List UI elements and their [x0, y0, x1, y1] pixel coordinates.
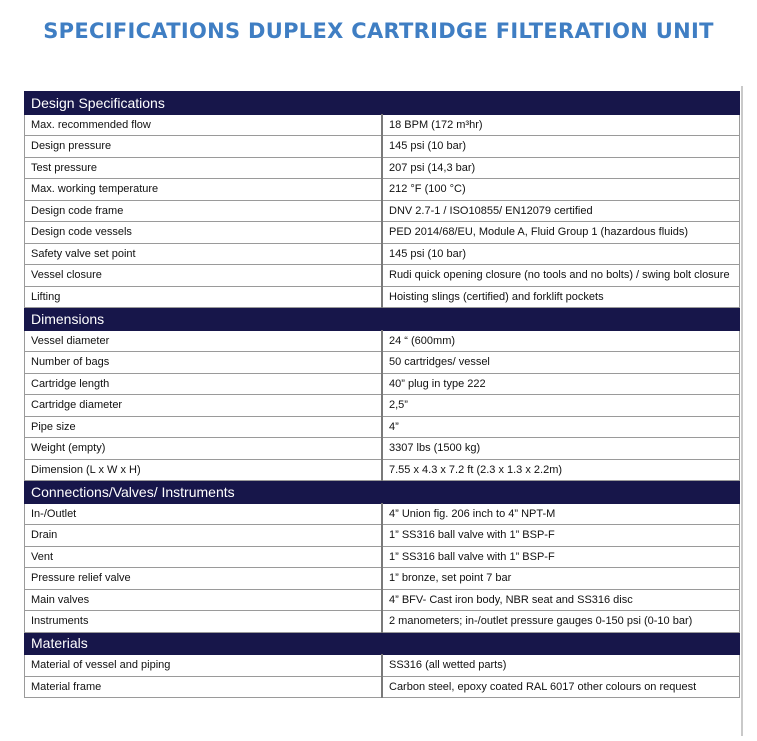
page-edge-shadow	[741, 86, 743, 736]
table-row	[25, 136, 740, 158]
table-row	[25, 265, 740, 287]
spec-value: SS316 (all wetted parts)	[382, 655, 740, 677]
spec-label: Vessel closure	[25, 265, 383, 287]
spec-label: Cartridge diameter	[25, 395, 383, 417]
spec-label: Pressure relief valve	[25, 568, 383, 590]
spec-value: DNV 2.7-1 / ISO10855/ EN12079 certified	[382, 200, 740, 222]
spec-value: 212 °F (100 °C)	[382, 179, 740, 201]
spec-label: In-/Outlet	[25, 503, 383, 525]
table-row	[25, 179, 740, 201]
spec-label: Design pressure	[25, 136, 383, 158]
spec-value: 1” SS316 ball valve with 1” BSP-F	[382, 525, 740, 547]
section-header-row	[25, 92, 740, 115]
spec-value: 1” SS316 ball valve with 1” BSP-F	[382, 546, 740, 568]
spec-value: 207 psi (14,3 bar)	[382, 157, 740, 179]
section-heading: Materials	[25, 632, 740, 655]
spec-label: Main valves	[25, 589, 383, 611]
table-row	[25, 546, 740, 568]
spec-label: Instruments	[25, 611, 383, 633]
spec-value: 18 BPM (172 m³hr)	[382, 114, 740, 136]
table-row	[25, 438, 740, 460]
table-row	[25, 200, 740, 222]
table-row	[25, 352, 740, 374]
spec-label: Material of vessel and piping	[25, 655, 383, 677]
table-row	[25, 416, 740, 438]
section-heading: Connections/Valves/ Instruments	[25, 481, 740, 504]
spec-value: 4”	[382, 416, 740, 438]
table-row	[25, 655, 740, 677]
spec-label: Max. working temperature	[25, 179, 383, 201]
spec-value: 40” plug in type 222	[382, 373, 740, 395]
spec-label: Max. recommended flow	[25, 114, 383, 136]
spec-label: Lifting	[25, 286, 383, 308]
spec-label: Vent	[25, 546, 383, 568]
table-row	[25, 157, 740, 179]
spec-label: Drain	[25, 525, 383, 547]
spec-value: Hoisting slings (certified) and forklift pockets	[382, 286, 740, 308]
spec-label: Pipe size	[25, 416, 383, 438]
spec-label: Safety valve set point	[25, 243, 383, 265]
spec-value: 145 psi (10 bar)	[382, 243, 740, 265]
spec-value: 4” BFV- Cast iron body, NBR seat and SS316 disc	[382, 589, 740, 611]
table-row	[25, 243, 740, 265]
spec-label: Weight (empty)	[25, 438, 383, 460]
table-row	[25, 459, 740, 481]
spec-label: Number of bags	[25, 352, 383, 374]
spec-label: Material frame	[25, 676, 383, 698]
section-header-row	[25, 632, 740, 655]
spec-value: 7.55 x 4.3 x 7.2 ft (2.3 x 1.3 x 2.2m)	[382, 459, 740, 481]
table-row	[25, 395, 740, 417]
spec-value: 3307 lbs (1500 kg)	[382, 438, 740, 460]
spec-value: 2 manometers; in-/outlet pressure gauges 0-150 psi (0-10 bar)	[382, 611, 740, 633]
table-row	[25, 589, 740, 611]
spec-value: 1” bronze, set point 7 bar	[382, 568, 740, 590]
spec-value: Rudi quick opening closure (no tools and no bolts) / swing bolt closure	[382, 265, 740, 287]
spec-label: Test pressure	[25, 157, 383, 179]
spec-value: 50 cartridges/ vessel	[382, 352, 740, 374]
table-row	[25, 330, 740, 352]
specifications-table	[24, 91, 740, 698]
section-header-row	[25, 481, 740, 504]
table-row	[25, 525, 740, 547]
table-row	[25, 611, 740, 633]
table-row	[25, 286, 740, 308]
spec-label: Design code frame	[25, 200, 383, 222]
spec-value: 4” Union fig. 206 inch to 4” NPT-M	[382, 503, 740, 525]
table-row	[25, 503, 740, 525]
table-row	[25, 676, 740, 698]
section-heading: Dimensions	[25, 308, 740, 331]
table-row	[25, 373, 740, 395]
spec-value: PED 2014/68/EU, Module A, Fluid Group 1 (hazardous fluids)	[382, 222, 740, 244]
table-row	[25, 568, 740, 590]
spec-value: 2,5”	[382, 395, 740, 417]
spec-value: 145 psi (10 bar)	[382, 136, 740, 158]
spec-label: Vessel diameter	[25, 330, 383, 352]
spec-label: Dimension (L x W x H)	[25, 459, 383, 481]
section-heading: Design Specifications	[25, 92, 740, 115]
table-row	[25, 222, 740, 244]
spec-value: 24 “ (600mm)	[382, 330, 740, 352]
spec-label: Design code vessels	[25, 222, 383, 244]
section-header-row	[25, 308, 740, 331]
page-title: SPECIFICATIONS DUPLEX CARTRIDGE FILTERATION UNIT	[43, 19, 714, 43]
spec-label: Cartridge length	[25, 373, 383, 395]
table-row	[25, 114, 740, 136]
spec-value: Carbon steel, epoxy coated RAL 6017 other colours on request	[382, 676, 740, 698]
